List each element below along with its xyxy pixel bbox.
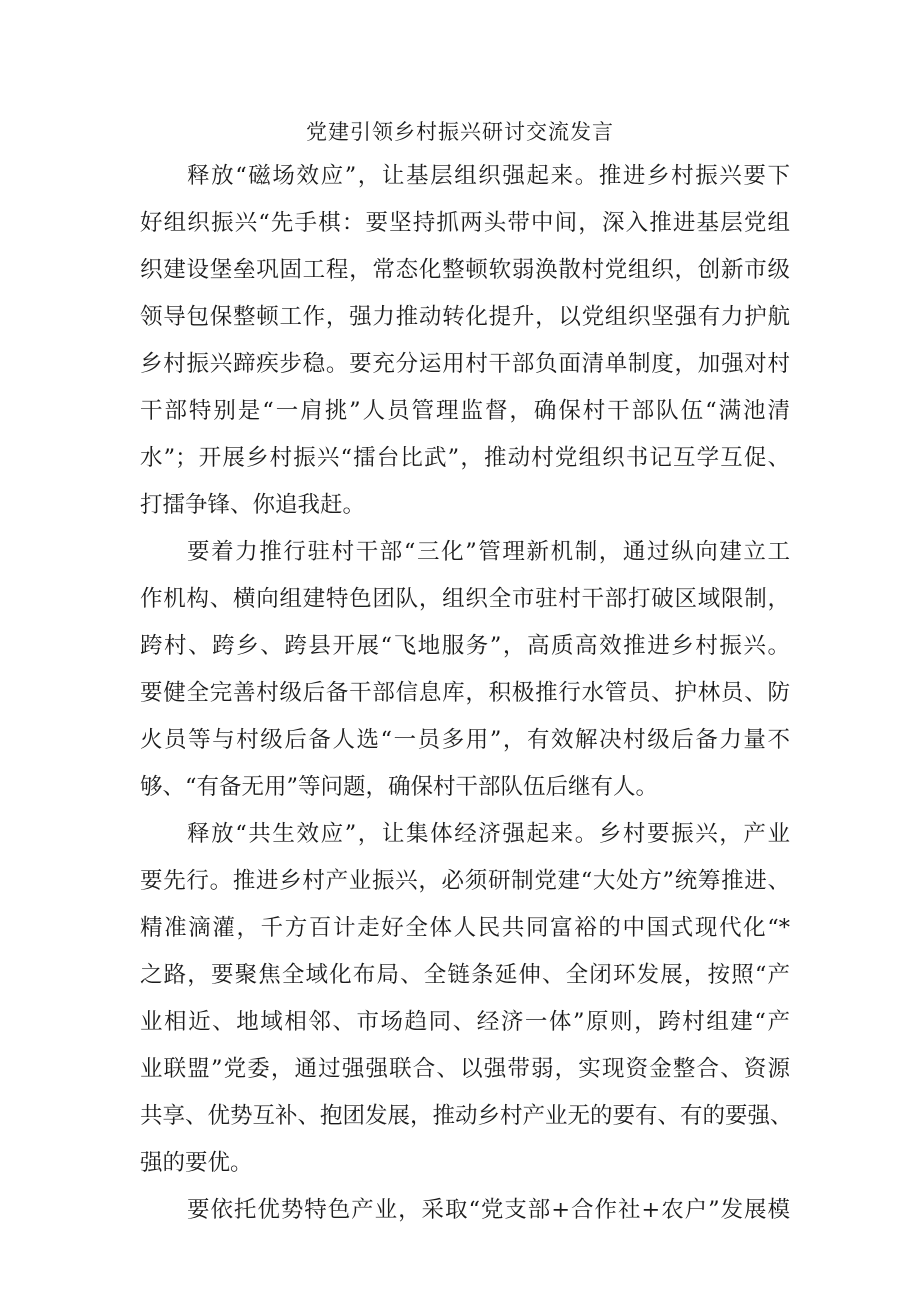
text-line: 共享、优势互补、抱团发展，推动乡村产业无的要有、有的要强、: [140, 1103, 793, 1129]
text-line: 作机构、横向组建特色团队，组织全市驻村干部打破区域限制，: [140, 586, 790, 612]
text-line: 跨村、跨乡、跨县开展“飞地服务”，高质高效推进乡村振兴。: [140, 633, 790, 659]
text-line: 火员等与村级后备人选“一员多用”，有效解决村级后备力量不: [140, 727, 790, 753]
text-line: 干部特别是“一肩挑”人员管理监督，确保村干部队伍“满池清: [140, 398, 790, 424]
document-title: 党建引领乡村振兴研讨交流发言: [306, 120, 614, 144]
text-line: 释放“共生效应”，让集体经济强起来。乡村要振兴，产业: [187, 821, 790, 847]
text-line: 要健全完善村级后备干部信息库，积极推行水管员、护林员、防: [140, 680, 790, 706]
text-line: 之路，要聚焦全域化布局、全链条延伸、全闭环发展，按照“产: [140, 962, 790, 988]
text-line: 好组织振兴“先手棋：要坚持抓两头带中间，深入推进基层党组: [140, 210, 790, 236]
text-line: 释放“磁场效应”，让基层组织强起来。推进乡村振兴要下: [187, 163, 790, 189]
text-line: 水”；开展乡村振兴“擂台比武”，推动村党组织书记互学互促、: [140, 445, 790, 471]
text-line: 业相近、地域相邻、市场趋同、经济一体”原则，跨村组建“产: [140, 1009, 790, 1035]
text-line: 要先行。推进乡村产业振兴，必须研制党建“大处方”统筹推进、: [140, 868, 790, 894]
text-line: 要着力推行驻村干部“三化”管理新机制，通过纵向建立工: [187, 539, 790, 565]
text-line: 精准滴灌，千方百计走好全体人民共同富裕的中国式现代化“*: [140, 915, 790, 941]
text-line: 要依托优势特色产业，采取“党支部+合作社+农户”发展模: [187, 1197, 790, 1223]
text-line: 够、“有备无用”等问题，确保村干部队伍后继有人。: [140, 774, 659, 800]
text-line: 乡村振兴蹄疾步稳。要充分运用村干部负面清单制度，加强对村: [140, 351, 790, 377]
text-line: 强的要优。: [140, 1150, 253, 1176]
text-line: 织建设堡垒巩固工程，常态化整顿软弱涣散村党组织，创新市级: [140, 257, 790, 283]
text-line: 领导包保整顿工作，强力推动转化提升，以党组织坚强有力护航: [140, 304, 790, 330]
text-line: 业联盟”党委，通过强强联合、以强带弱，实现资金整合、资源: [140, 1056, 790, 1082]
text-line: 打擂争锋、你追我赶。: [140, 492, 366, 518]
